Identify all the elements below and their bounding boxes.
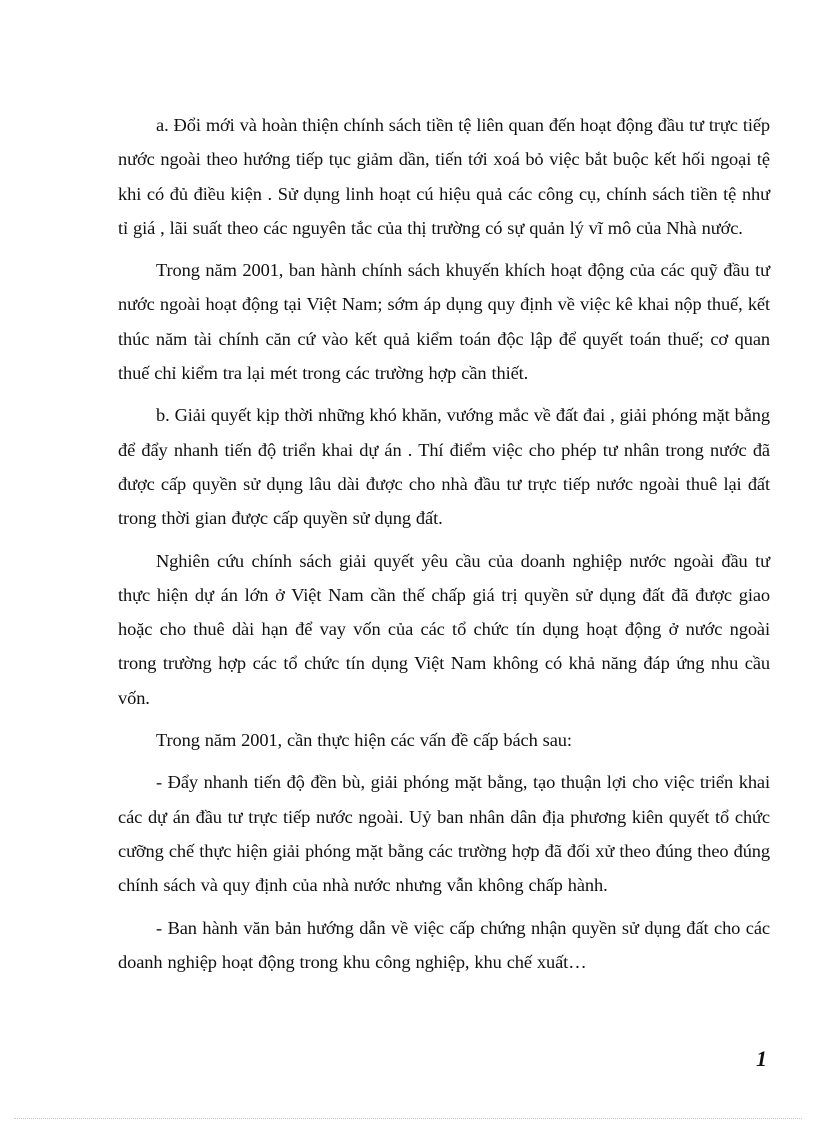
body-text xyxy=(118,108,770,987)
paragraph-land-mortgage: Nghiên cứu chính sách giải quyết yêu cầu của doanh nghiệp nước ngoài đầu tư thực hiện dự án lớn ở Việt Nam cần thế chấp giá trị quyền sử dụng đất đã được giao hoặc cho thuê dài hạn để vay vốn của các tổ chức tín dụng hoạt động ở nước ngoài trong trường hợp các tổ chức tín dụng Việt Nam không có khả năng đáp ứng nhu cầu vốn. xyxy=(118,550,770,708)
paragraph-monetary-policy: a. Đổi mới và hoàn thiện chính sách tiền tệ liên quan đến hoạt động đầu tư trực tiếp nước ngoài theo hướng tiếp tục giảm dần, tiến tới xoá bỏ việc bắt buộc kết hối ngoại tệ khi có đủ điều kiện . Sử dụng linh hoạt cú hiệu quả các công cụ, chính sách tiền tệ như tỉ giá , lãi suất theo các nguyên tắc của thị trường có sự quản lý vĩ mô của Nhà nước. xyxy=(118,115,771,238)
paragraph-site-clearance: - Đẩy nhanh tiến độ đền bù, giải phóng mặt bằng, tạo thuận lợi cho việc triển khai các dự án đầu tư trực tiếp nước ngoài. Uỷ ban nhân dân địa phương kiên quyết tổ chức cưỡng chế thực hiện giải phóng mặt bằng các trường hợp đã đối xử theo đúng theo đúng chính sách và quy định của nhà nước nhưng vẫn không chấp hành. xyxy=(118,772,770,896)
page-number: 1 xyxy=(756,1046,767,1071)
paragraph-urgent-issues-intro: Trong năm 2001, cần thực hiện các vấn đề cấp bách sau: xyxy=(156,730,572,751)
page-bottom-border xyxy=(14,1118,802,1119)
paragraph-land-certificates: - Ban hành văn bản hướng dẫn về việc cấp chứng nhận quyền sử dụng đất cho các doanh nghiệp hoạt động trong khu công nghiệp, khu chế xuất… xyxy=(118,917,770,972)
paragraph-land-issues: b. Giải quyết kịp thời những khó khăn, vướng mắc về đất đai , giải phóng mặt bằng để đẩy nhanh tiến độ triển khai dự án . Thí điểm việc cho phép tư nhân trong nước đã được cấp quyền sử dụng lâu dài được cho nhà đầu tư trực tiếp nước ngoài thuê lại đất trong thời gian được cấp quyền sử dụng đất. xyxy=(118,405,770,529)
paragraph-investment-funds: Trong năm 2001, ban hành chính sách khuyến khích hoạt động của các quỹ đầu tư nước ngoài hoạt động tại Việt Nam; sớm áp dụng quy định về việc kê khai nộp thuế, kết thúc năm tài chính căn cứ vào kết quả kiểm toán độc lập để quyết toán thuế; cơ quan thuế chỉ kiểm tra lại mét trong các trường hợp cần thiết. xyxy=(118,260,770,384)
